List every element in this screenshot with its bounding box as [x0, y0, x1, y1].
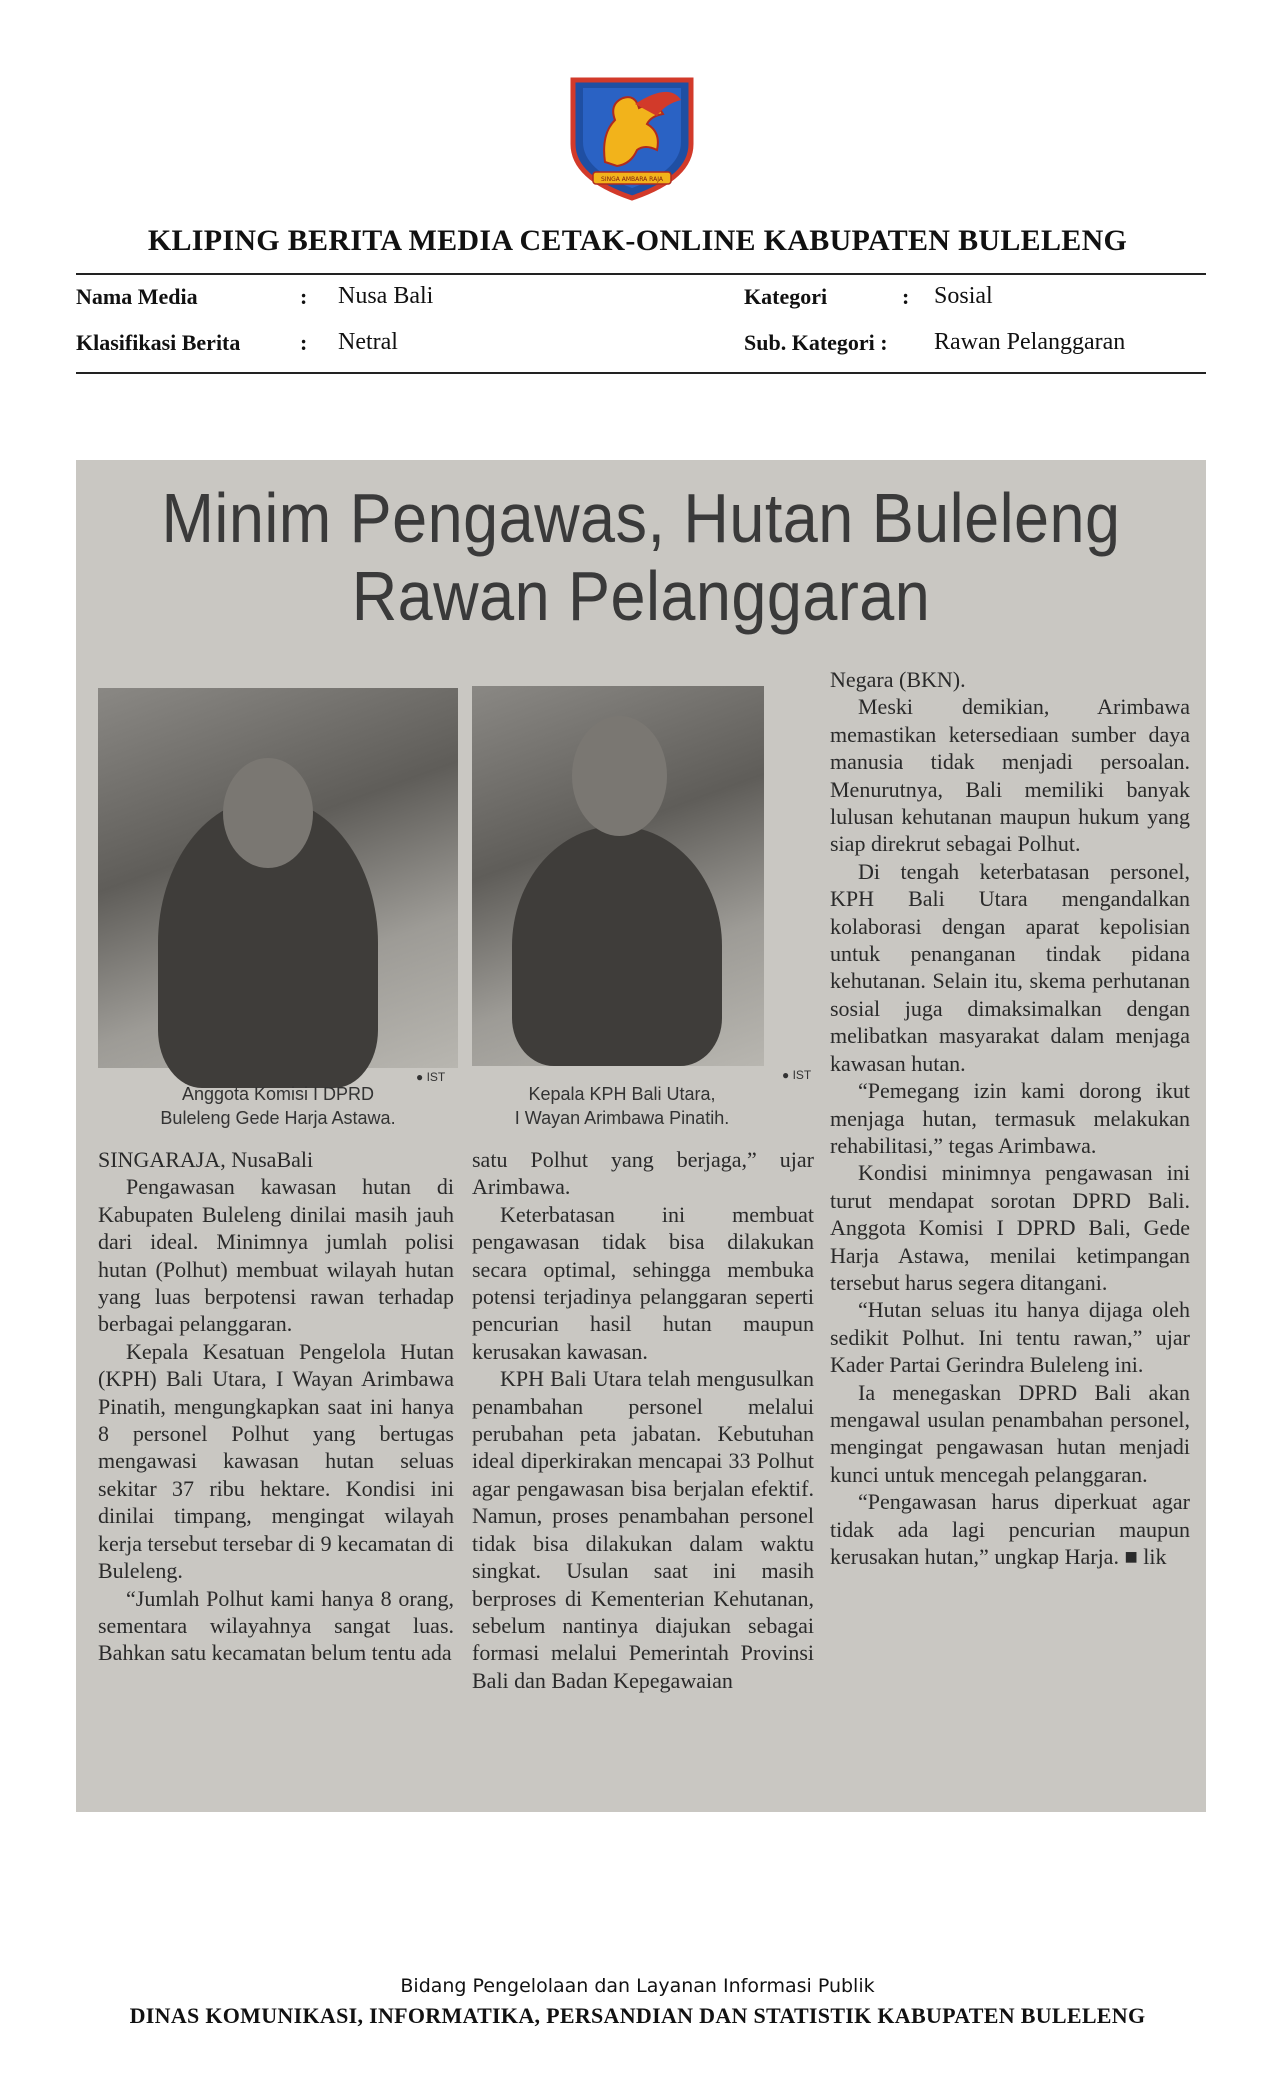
page-title: KLIPING BERITA MEDIA CETAK-ONLINE KABUPATEN BULELENG [147, 224, 1128, 257]
paragraph: Di tengah keterbatasan personel, KPH Bali Utara mengandalkan kolaborasi dengan aparat kepolisian untuk penanganan tindak pidana kehutanan. Selain itu, skema perhutanan sosial juga dimaksimalkan dengan melibatkan masyarakat dalam menjaga kawasan hutan. [830, 858, 1190, 1076]
photo1-caption-line1: Anggota Komisi I DPRD [181, 1084, 375, 1104]
photo2-caption-line1: Kepala KPH Bali Utara, [528, 1084, 716, 1104]
article-column-1 [98, 1146, 454, 1667]
paragraph: Keterbatasan ini membuat pengawasan tidak bisa dilakukan secara optimal, sehingga membuka potensi terjadinya pelanggaran seperti pencurian hasil hutan maupun kerusakan kawasan. [472, 1201, 814, 1364]
headline-line-2: Rawan Pelanggaran [351, 557, 931, 635]
photo1-caption-line2: Buleleng Gede Harja Astawa. [160, 1108, 396, 1128]
kategori-value: Sosial [934, 283, 993, 309]
paragraph: KPH Bali Utara telah mengusulkan penambahan personel melalui perubahan peta jabatan. Kebutuhan ideal diperkirakan mencapai 33 Polhut agar pengawasan bisa berjalan efektif. Namun, proses penambahan personel tidak bisa dilakukan dalam waktu singkat. Usulan saat ini masih berproses di Kementerian Kehutanan, sebelum nantinya diajukan sebagai formasi melalui Pemerintah Provinsi Bali dan Badan Kepegawaian [472, 1366, 814, 1693]
newspaper-clipping [76, 460, 1206, 1812]
nama-media-value: Nusa Bali [338, 283, 434, 309]
person-face [572, 716, 667, 836]
nama-media-colon: : [300, 284, 308, 309]
kategori-colon: : [902, 284, 910, 309]
article-column-3 [830, 666, 1190, 1570]
headline-line-1: Minim Pengawas, Hutan Buleleng [161, 479, 1121, 557]
paragraph: “Hutan seluas itu hanya dijaga oleh sedikit Polhut. Ini tentu rawan,” ujar Kader Partai Gerindra Buleleng ini. [830, 1297, 1190, 1378]
photo2-caption-line2: I Wayan Arimbawa Pinatih. [514, 1108, 730, 1128]
kategori-label: Kategori [744, 284, 828, 309]
paragraph: “Pemegang izin kami dorong ikut menjaga hutan, termasuk melakukan rehabilitasi,” tegas Arimbawa. [830, 1078, 1190, 1158]
photo1-credit: ● IST [416, 1070, 446, 1084]
paragraph: “Jumlah Polhut kami hanya 8 orang, sementara wilayahnya sangat luas. Bahkan satu kecamatan belum tentu ada [98, 1585, 454, 1666]
footer-division: Bidang Pengelolaan dan Layanan Informasi Publik [400, 1975, 875, 1997]
sub-kategori-label: Sub. Kategori : [744, 330, 888, 355]
article-column-2 [472, 1146, 814, 1694]
photo1-caption [98, 1082, 458, 1130]
paragraph: “Pengawasan harus diperkuat agar tidak ada lagi pencurian maupun kerusakan hutan,” ungkap Harja. ■ lik [830, 1489, 1190, 1569]
paragraph: Kepala Kesatuan Pengelola Hutan (KPH) Bali Utara, I Wayan Arimbawa Pinatih, mengungkapkan saat ini hanya 8 personel Polhut yang bertugas mengawasi kawasan hutan seluas sekitar 37 ribu hektare. Kondisi ini dinilai timpang, mengingat wilayah kerja tersebut tersebar di 9 kecamatan di Buleleng. [98, 1338, 454, 1584]
paragraph: Kondisi minimnya pengawasan ini turut mendapat sorotan DPRD Bali. Anggota Komisi I DPRD Bali, Gede Harja Astawa, menilai ketimpangan tersebut harus segera ditangani. [830, 1160, 1190, 1295]
klasifikasi-value: Netral [338, 329, 398, 355]
paragraph: satu Polhut yang berjaga,” ujar Arimbawa. [472, 1147, 814, 1200]
paragraph: Negara (BKN). [830, 667, 966, 692]
meta-rule [76, 372, 1206, 374]
dateline: SINGARAJA, NusaBali [98, 1147, 314, 1172]
paragraph: Ia menegaskan DPRD Bali akan mengawal usulan penambahan personel, mengingat pengawasan hutan menjadi kunci untuk mencegah pelanggaran. [830, 1379, 1190, 1487]
title-rule [76, 273, 1206, 275]
footer-agency: DINAS KOMUNIKASI, INFORMATIKA, PERSANDIAN DAN STATISTIK KABUPATEN BULELENG [129, 2003, 1146, 2028]
nama-media-label: Nama Media [76, 284, 198, 309]
photo-gede-harja-astawa [98, 688, 458, 1068]
paragraph: Pengawasan kawasan hutan di Kabupaten Buleleng dinilai masih jauh dari ideal. Minimnya jumlah polisi hutan (Polhut) membuat wilayah hutan yang luas berpotensi rawan terhadap berbagai pelanggaran. [98, 1174, 454, 1337]
buleleng-crest-logo [565, 74, 699, 202]
klasifikasi-label: Klasifikasi Berita [76, 330, 241, 355]
photo-arimbawa-pinatih [472, 686, 764, 1066]
logo-ribbon-text: SINGA AMBARA RAJA [601, 176, 663, 183]
klasifikasi-colon: : [300, 330, 308, 355]
paragraph: Meski demikian, Arimbawa memastikan ketersediaan sumber daya manusia tidak menjadi persoalan. Menurutnya, Bali memiliki banyak lulusan kehutanan maupun hukum yang siap direkrut sebagai Polhut. [830, 694, 1190, 857]
sub-kategori-value: Rawan Pelanggaran [934, 329, 1126, 355]
photo2-credit: ● IST [782, 1068, 812, 1082]
person-face [223, 758, 313, 868]
photo2-caption [472, 1082, 772, 1130]
person-silhouette [512, 826, 722, 1066]
